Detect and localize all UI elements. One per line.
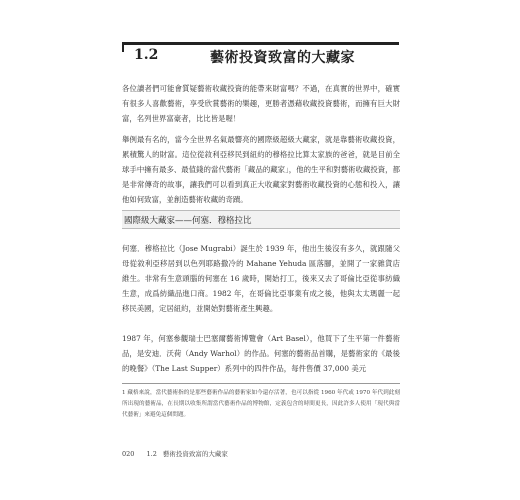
page-footer	[122, 449, 228, 458]
body-paragraph-4: 1987 年，何塞參觀瑞士巴塞爾藝術博覽會（Art Basel），他買下了生平第一件藝術品，是安迪．沃荷（Andy Warhol）的作品。何塞的藝術品首購，是藝術家的《最後的晚餐》（The Last Supper）系列中的四件作品，每件售價 37,000 美元	[122, 334, 400, 373]
section-heading-box	[122, 210, 400, 229]
chapter-header-rule	[122, 42, 399, 45]
body-paragraph-2: 舉例最有名的，當今全世界名氣最響亮的國際級超級大藏家，就是靠藝術收藏投資，累積驚人的財富。這位從敘利亞移民到紐約的穆格拉比算太家族的爸爸，就是目前全球手中擁有最多、最值錢的當代藝術「藏品的藏家」，他的生平和對藝術收藏投資，都是非常傳奇的故事，讓我們可以看到真正大收藏家對藝術收藏投資的心態和投入，讓他如何致富，並創造藝術收藏的奇蹟。	[122, 135, 400, 204]
chapter-header-tick	[122, 42, 124, 52]
section-heading: 國際級大藏家——何塞．穆格拉比	[124, 216, 252, 226]
chapter-number: 1.2	[134, 47, 159, 63]
page-number: 020	[122, 450, 135, 458]
footnote: 1 藏格來說，當代藝術指的是那些藝術作品的藝術家如今還存活著，也可以指從 1960 年代或 1970 年代到此刻所出現的藝術品，在長期以收集所謂當代藝術作品的博物館，定義包含的時間更長，因此許多人使用「現代與當代藝術」來避免這個問題。	[122, 390, 400, 418]
chapter-title: 藝術投資致富的大藏家	[210, 50, 355, 66]
body-paragraph-3: 何塞．穆格拉比（Jose Mugrabi）誕生於 1939 年，他出生後沒有多久，就跟隨父母從敘利亞移居到以色列耶路撒冷的 Mahane Yehuda 區落腳，並開了一家雜貨店維生。非常有生意頭腦的何塞在 16 歲時，開始打工，後來又去了哥倫比亞從事紡織生意，成爲紡織品進口商。1982 年，在哥倫比亞事業有成之後，他與太太瑪麗一起移民美國，定居紐約，並開始對藝術產生興趣。	[122, 244, 400, 313]
footnote-divider	[122, 383, 400, 384]
footer-chapter-title: 藝術投資致富的大藏家	[162, 450, 228, 458]
body-paragraph-1: 各位讀者們可能會質疑藝術收藏投資的能帶來財富嗎？不過，在真實的世界中，確實有很多人喜歡藝術，享受欣賞藝術的樂趣，更勝者憑藉收藏投資藝術，而擁有巨大財富，名列世界富豪者，比比皆是喔！	[122, 84, 400, 123]
footer-chapter-number: 1.2	[146, 450, 157, 458]
